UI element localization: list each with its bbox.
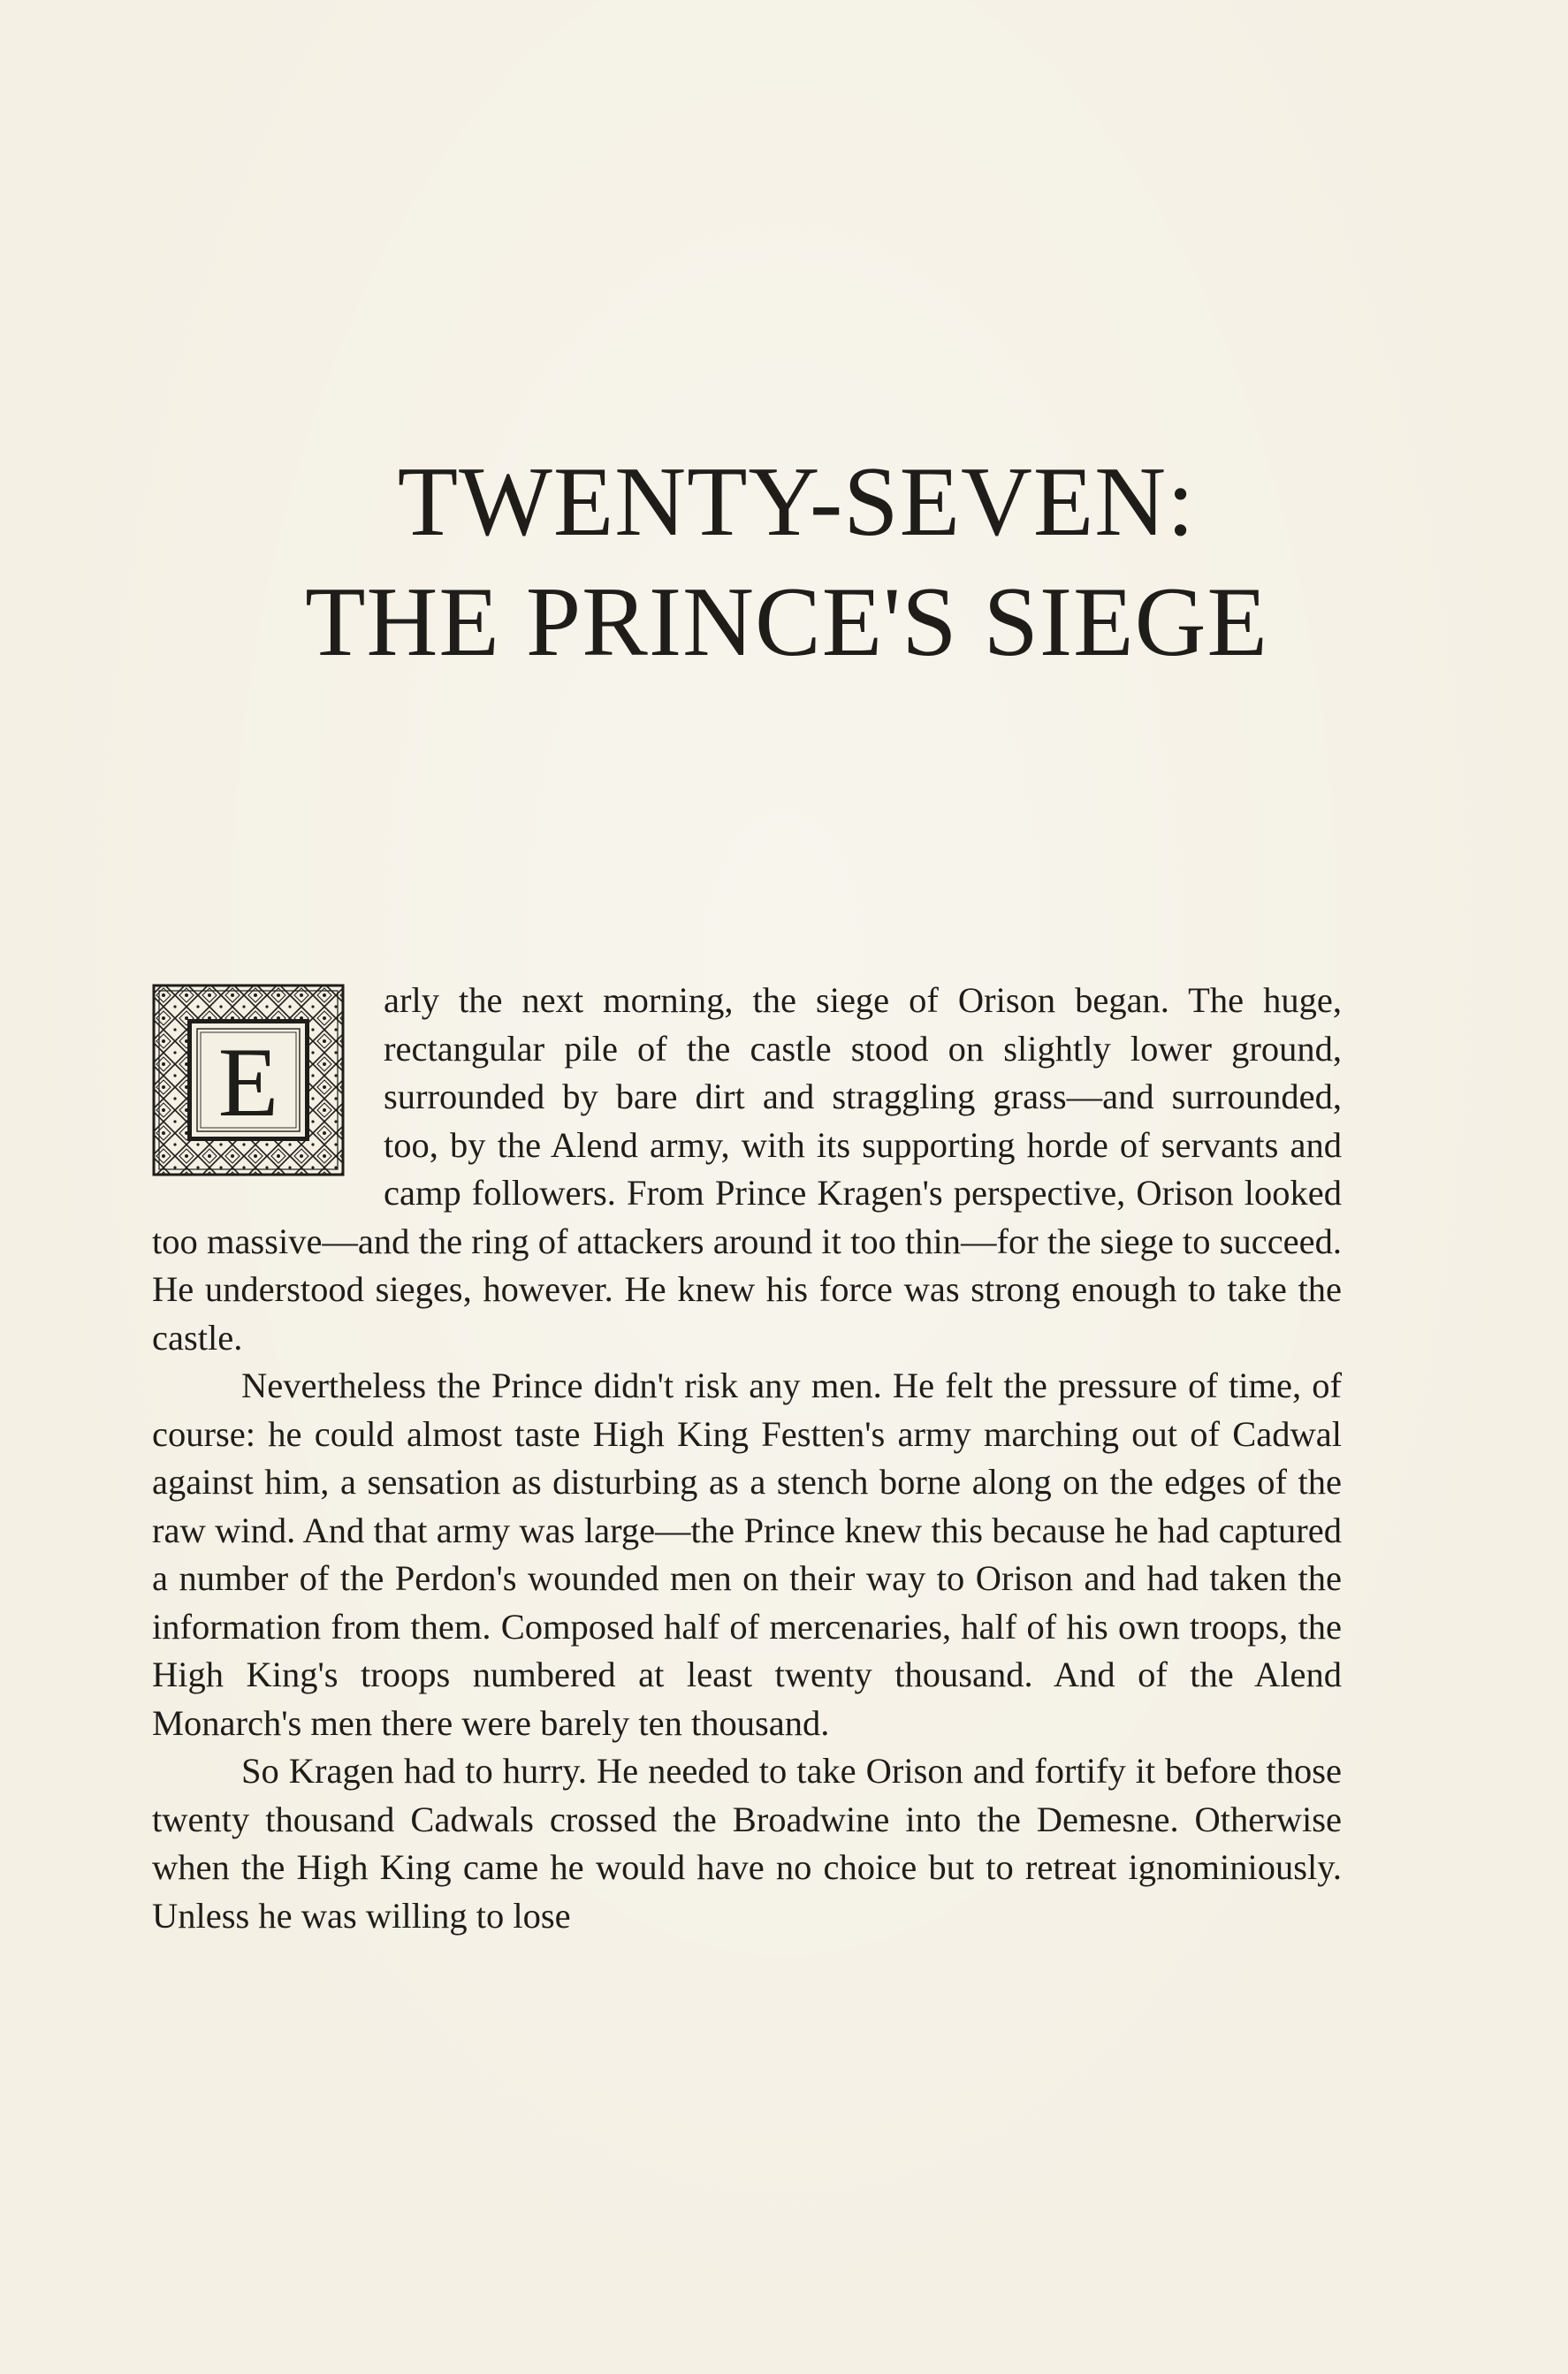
paragraph-3: So Kragen had to hurry. He needed to take Orison and fortify it before those twenty thousand Cadwals crossed the Broadwine into the Demesne. Otherwise when the High King came he would have no choice but to retreat ignominiously. Unless he was willing to lose xyxy=(152,1751,1342,1936)
paragraph-1 xyxy=(152,977,1342,1362)
chapter-number: TWENTY-SEVEN: xyxy=(397,447,1196,557)
paragraph-1-text: arly the next morning, the siege of Orison began. The huge, rectangular pile of the castle stood on slightly lower ground, surrounded by bare dirt and straggling grass—and surrounded, too, by the Alend army, with its supporting horde of servants and camp followers. From Prince Kragen's perspective, Orison looked too massive—and the ring of attackers around it too thin—for the siege to succeed. He understood sieges, however. He knew his force was strong enough to take the castle. xyxy=(152,980,1342,1358)
drop-cap xyxy=(152,984,345,1176)
chapter-body xyxy=(152,977,1342,1940)
chapter-title xyxy=(150,442,1423,682)
drop-cap-letter: E xyxy=(217,1028,279,1138)
chapter-name: THE PRINCE'S SIEGE xyxy=(305,567,1268,677)
paragraph-2: Nevertheless the Prince didn't risk any men. He felt the pressure of time, of course: he could almost taste High King Festten's army marching out of Cadwal against him, a sensation as disturbing as a stench borne along on the edges of the raw wind. And that army was large—the Prince knew this because he had captured a number of the Perdon's wounded men on their way to Orison and had taken the information from them. Composed half of mercenaries, half of his own troops, the High King's troops numbered at least twenty thousand. And of the Alend Monarch's men there were barely ten thousand. xyxy=(152,1366,1342,1743)
